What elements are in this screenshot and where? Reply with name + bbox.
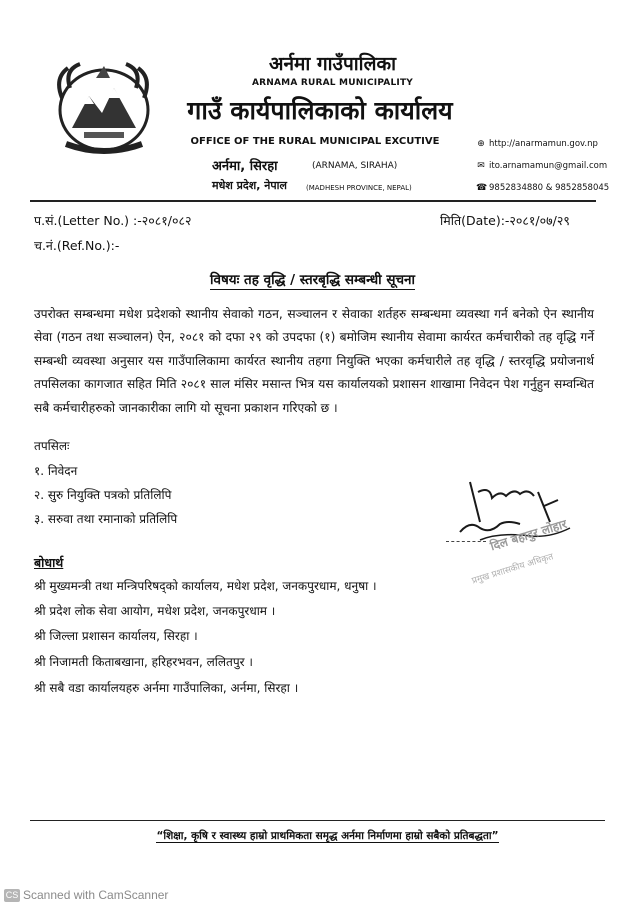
footer-divider — [30, 820, 605, 821]
list-item: १. निवेदन — [34, 464, 78, 478]
cc-item: श्री जिल्ला प्रशासन कार्यालय, सिरहा । — [34, 629, 198, 643]
subject-line — [0, 270, 625, 288]
letter-date: मिति(Date):-२०८१/०७/२९ — [440, 213, 570, 228]
province-nepali: मधेश प्रदेश, नेपाल — [212, 179, 287, 192]
phone-contact — [476, 183, 609, 193]
place-english: (ARNAMA, SIRAHA) — [312, 161, 398, 171]
website-contact — [476, 139, 598, 149]
letter-number: प.सं.(Letter No.) :-२०८१/०८२ — [34, 213, 192, 228]
place-nepali: अर्नमा, सिरहा — [212, 159, 278, 174]
cc-item: श्री सबै वडा कार्यालयहरु अर्नमा गाउँपालिका, अर्नमा, सिरहा । — [34, 681, 299, 695]
cc-item: श्री मुख्यमन्त्री तथा मन्त्रिपरिषद्को कार्यालय, मधेश प्रदेश, जनकपुरधाम, धनुषा । — [34, 579, 377, 593]
email-icon: ✉ — [477, 161, 485, 171]
office-name-nepali: गाउँ कार्यपालिकाको कार्यालय — [187, 96, 453, 125]
scanner-watermark — [4, 888, 168, 902]
municipality-name-english: ARNAMA RURAL MUNICIPALITY — [251, 78, 414, 88]
header-divider — [30, 200, 596, 202]
globe-icon: ⊕ — [477, 139, 485, 149]
cc-item: श्री प्रदेश लोक सेवा आयोग, मधेश प्रदेश, जनकपुरधाम । — [34, 604, 276, 618]
phone-numbers: 9852834880 & 9852858045 — [489, 183, 610, 193]
list-item: ३. सरुवा तथा रमानाको प्रतिलिपि — [34, 512, 178, 526]
municipality-name-nepali: अर्नमा गाउँपालिका — [268, 53, 397, 75]
phone-icon: ☎ — [476, 183, 488, 193]
watermark-text: Scanned with CamScanner — [23, 888, 169, 902]
email-link[interactable]: ito.arnamamun@gmail.com — [489, 161, 608, 171]
list-heading: तपसिलः — [34, 439, 70, 453]
official-stamp-designation: प्रमुख प्रशासकीय अधिकृत — [470, 552, 555, 587]
subject-text: विषयः तह वृद्धि / स्तरबृद्धि सम्बन्धी सूचना — [209, 272, 416, 288]
office-name-english: OFFICE OF THE RURAL MUNICIPAL EXCUTIVE — [190, 136, 440, 147]
handwritten-signature — [440, 462, 610, 562]
notice-body: उपरोक्त सम्बन्धमा मधेश प्रदेशको स्थानीय सेवाको गठन, सञ्चालन र सेवाका शर्तहरु सम्बन्धमा व्यवस्था गर्न बनेको ऐन स्थानीय सेवा (गठन तथा सञ्चालन) ऐन, २०८१ को दफा २९ को उपदफा (१) बमोजिम स्थानीय सेवामा कार्यरत कर्मचारीको तह वृद्धि गर्ने सम्बन्धी व्यवस्था अनुसार यस गाउँपालिकामा कार्यरत स्थानीय तहगा नियुक्ति भएका कर्मचारीले तह वृद्धि / स्तरवृद्धि प्रयोजनार्थ तपसिलका कागजात सहित मिति २०८१ साल मंसिर मसान्त भित्र यस कार्यालयको प्रशासन शाखामा निवेदन पेश गर्नुहुन सम्वन्धित सबै कर्मचारीहरुको जानकारीका लागि यो सूचना प्रकाशन गरिएको छ । — [34, 307, 594, 415]
footer-slogan-text: “शिक्षा, कृषि र स्वास्थ्य हाम्रो प्राथमिकता समृद्ध अर्नमा निर्माणमा हाम्रो सबैको प्रतिबद्धता” — [156, 830, 499, 842]
cc-heading: बोधार्थ — [34, 555, 64, 570]
footer-slogan — [0, 829, 625, 843]
reference-number: च.नं.(Ref.No.):- — [34, 238, 120, 253]
province-english: (MADHESH PROVINCE, NEPAL) — [306, 184, 412, 192]
camscanner-icon: CS — [5, 890, 19, 900]
email-contact — [476, 161, 607, 171]
signature-dotted-line — [446, 541, 486, 542]
list-item: २. सुरु नियुक्ति पत्रको प्रतिलिपि — [34, 488, 172, 502]
official-stamp-name: दिल बहादुर लोहार — [488, 516, 569, 554]
website-link[interactable]: http://anarmamun.gov.np — [489, 139, 598, 149]
cc-item: श्री निजामती किताबखाना, हरिहरभवन, ललितपुर । — [34, 655, 253, 669]
